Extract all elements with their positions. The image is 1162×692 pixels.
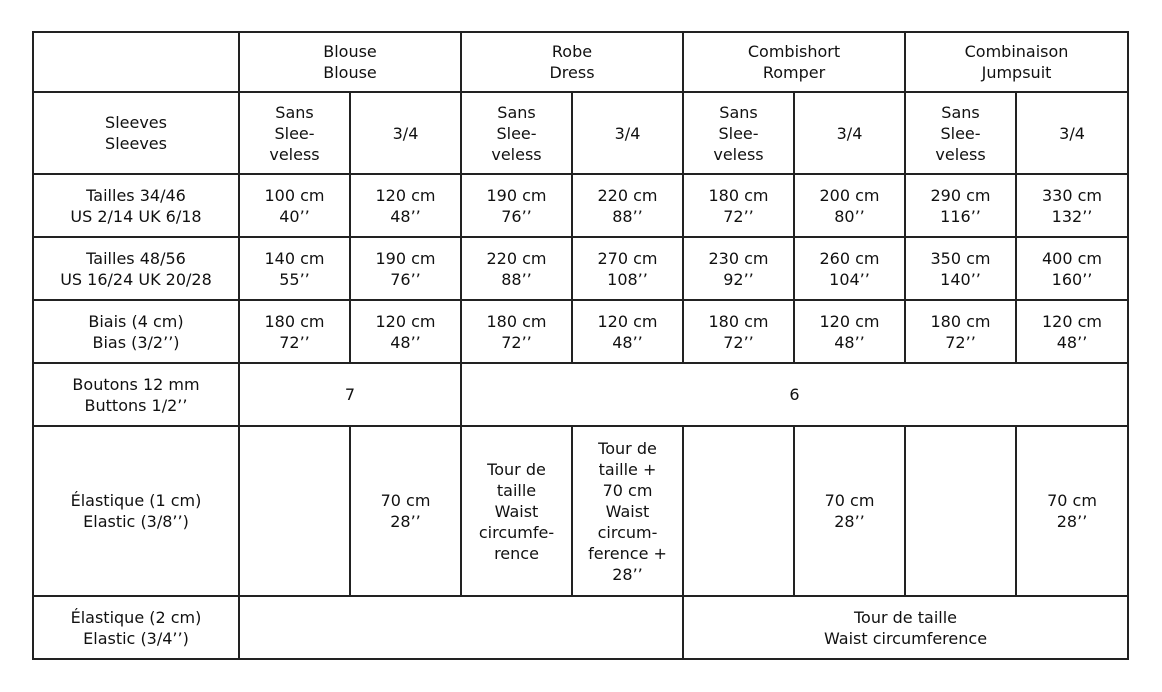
table-cell: 260 cm 104’’ bbox=[794, 237, 905, 300]
table-cell: 190 cm 76’’ bbox=[461, 174, 572, 237]
table-cell: 120 cm 48’’ bbox=[1016, 300, 1128, 363]
elastic2-row bbox=[33, 596, 1128, 659]
header-row bbox=[33, 32, 1128, 92]
table-cell: 100 cm 40’’ bbox=[239, 174, 350, 237]
table-cell bbox=[239, 426, 350, 596]
table-cell: 190 cm 76’’ bbox=[350, 237, 461, 300]
tailles-small-row bbox=[33, 174, 1128, 237]
elastic2-right-value: Tour de taille Waist circumference bbox=[683, 596, 1128, 659]
sleeves-row bbox=[33, 92, 1128, 174]
biais-label: Biais (4 cm) Bias (3/2’’) bbox=[33, 300, 239, 363]
table-cell: 180 cm 72’’ bbox=[683, 300, 794, 363]
table-cell: 120 cm 48’’ bbox=[572, 300, 683, 363]
table-cell bbox=[683, 426, 794, 596]
table-cell: 350 cm 140’’ bbox=[905, 237, 1016, 300]
header-combinaison: Combinaison Jumpsuit bbox=[905, 32, 1128, 92]
table-cell: Tour de taille + 70 cm Waist circum- ference + 28’’ bbox=[572, 426, 683, 596]
table-cell: 180 cm 72’’ bbox=[239, 300, 350, 363]
table-cell: 120 cm 48’’ bbox=[794, 300, 905, 363]
sleeve-three-quarter: 3/4 bbox=[572, 92, 683, 174]
table-cell: 200 cm 80’’ bbox=[794, 174, 905, 237]
table-cell: 70 cm 28’’ bbox=[1016, 426, 1128, 596]
header-robe: Robe Dress bbox=[461, 32, 683, 92]
header-blouse: Blouse Blouse bbox=[239, 32, 461, 92]
sleeve-sans: Sans Slee- veless bbox=[239, 92, 350, 174]
biais-row bbox=[33, 300, 1128, 363]
tailles-small-label: Tailles 34/46 US 2/14 UK 6/18 bbox=[33, 174, 239, 237]
corner-cell bbox=[33, 32, 239, 92]
sleeve-three-quarter: 3/4 bbox=[1016, 92, 1128, 174]
tailles-large-label: Tailles 48/56 US 16/24 UK 20/28 bbox=[33, 237, 239, 300]
boutons-blouse-value: 7 bbox=[239, 363, 461, 426]
tailles-large-row bbox=[33, 237, 1128, 300]
sleeve-three-quarter: 3/4 bbox=[794, 92, 905, 174]
sleeve-three-quarter: 3/4 bbox=[350, 92, 461, 174]
table-cell: 230 cm 92’’ bbox=[683, 237, 794, 300]
boutons-others-value: 6 bbox=[461, 363, 1128, 426]
table-cell: 70 cm 28’’ bbox=[350, 426, 461, 596]
sleeve-sans: Sans Slee- veless bbox=[461, 92, 572, 174]
elastic1-row bbox=[33, 426, 1128, 596]
sleeves-label: Sleeves Sleeves bbox=[33, 92, 239, 174]
table-cell: 290 cm 116’’ bbox=[905, 174, 1016, 237]
table-cell bbox=[905, 426, 1016, 596]
table-cell: 70 cm 28’’ bbox=[794, 426, 905, 596]
sleeve-sans: Sans Slee- veless bbox=[683, 92, 794, 174]
table-cell: 330 cm 132’’ bbox=[1016, 174, 1128, 237]
table-cell: 400 cm 160’’ bbox=[1016, 237, 1128, 300]
sizing-table bbox=[32, 31, 1129, 660]
table-cell: Tour de taille Waist circumfe- rence bbox=[461, 426, 572, 596]
elastic1-label: Élastique (1 cm) Elastic (3/8’’) bbox=[33, 426, 239, 596]
table-cell: 220 cm 88’’ bbox=[572, 174, 683, 237]
table-cell: 180 cm 72’’ bbox=[905, 300, 1016, 363]
table-cell: 220 cm 88’’ bbox=[461, 237, 572, 300]
table-cell: 180 cm 72’’ bbox=[461, 300, 572, 363]
boutons-label: Boutons 12 mm Buttons 1/2’’ bbox=[33, 363, 239, 426]
table-cell: 140 cm 55’’ bbox=[239, 237, 350, 300]
table-cell: 120 cm 48’’ bbox=[350, 300, 461, 363]
table-cell: 120 cm 48’’ bbox=[350, 174, 461, 237]
sleeve-sans: Sans Slee- veless bbox=[905, 92, 1016, 174]
header-combishort: Combishort Romper bbox=[683, 32, 905, 92]
elastic2-left-value bbox=[239, 596, 683, 659]
table-cell: 180 cm 72’’ bbox=[683, 174, 794, 237]
elastic2-label: Élastique (2 cm) Elastic (3/4’’) bbox=[33, 596, 239, 659]
boutons-row bbox=[33, 363, 1128, 426]
table-cell: 270 cm 108’’ bbox=[572, 237, 683, 300]
